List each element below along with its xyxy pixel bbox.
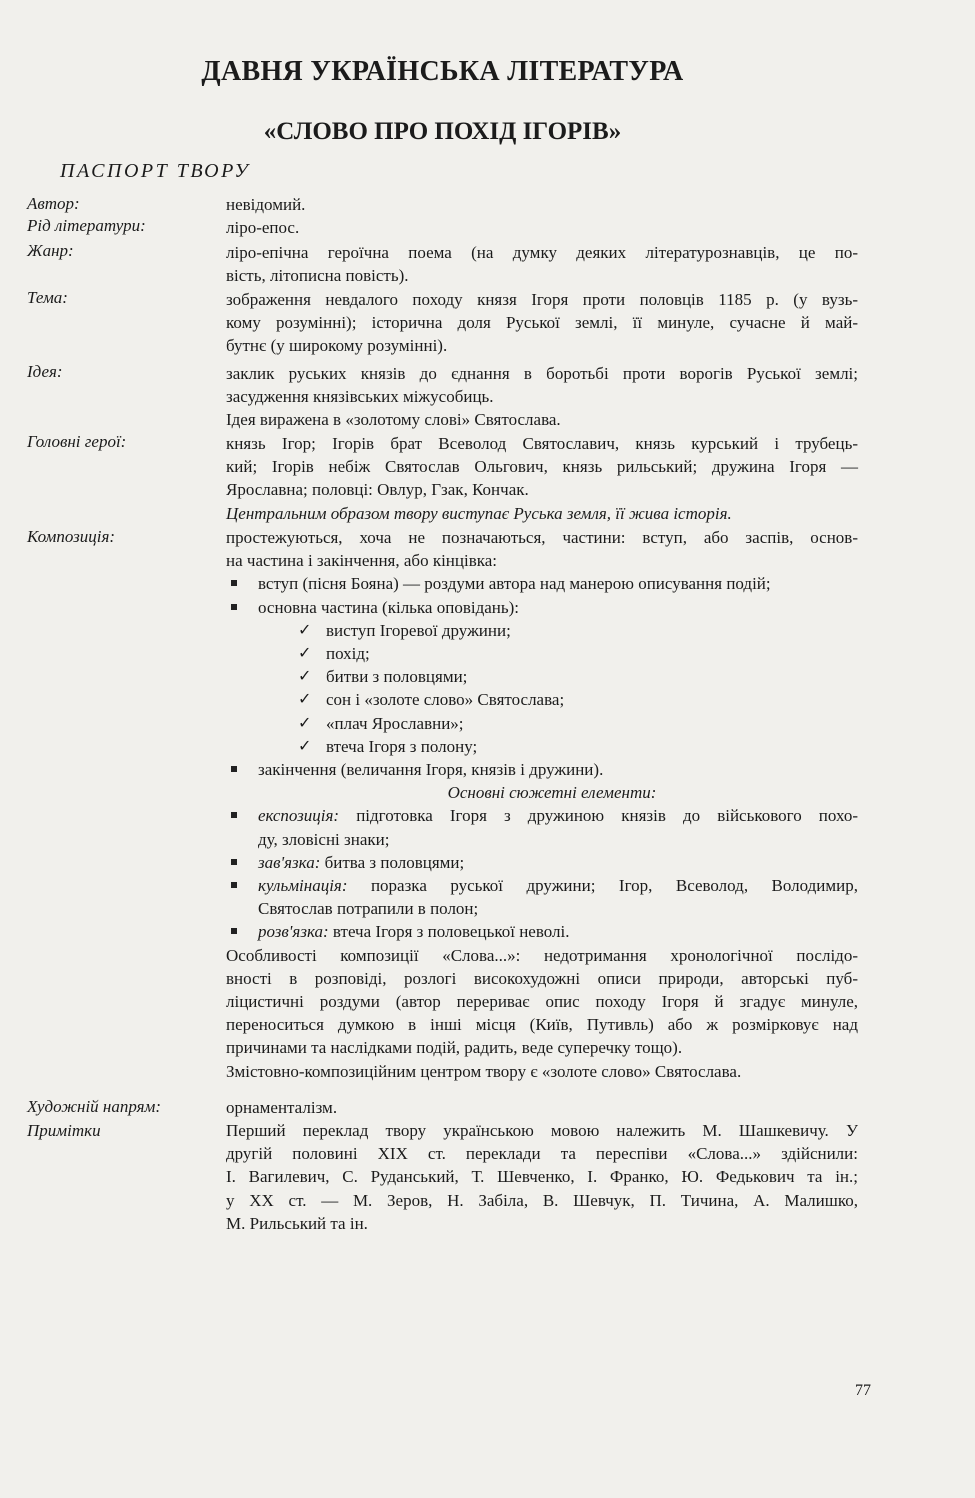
check-icon: ✓: [298, 668, 312, 686]
list-item: ✓ сон і «золоте слово» Святослава;: [296, 688, 858, 711]
composition-features: Особливості композиції «Слова...»: недотримання хронологічної послідо- вності в розповіді, розлогі високохудожні описи природи, авторські пуб- ліцистичні роздуми (автор перериває опис походу Ігоря й згадує минуле, переноситься думкою в інші місця (Київ, Путивль) або ж розмірковує над причинами та наслідками подій, радить, веде суперечку тощо). Змістовно-композиційним центром твору є «золоте слово» Святослава.: [226, 945, 858, 1081]
list-item: кульмінація: поразка руської дружини; Ігор, Всеволод, Володимир, Святослав потрапили в полон;: [226, 874, 858, 920]
label-theme: Тема:: [27, 288, 68, 307]
work-title: «СЛОВО ПРО ПОХІД ІГОРІВ»: [263, 118, 622, 145]
plot-elements-list: [226, 804, 858, 943]
composition-list: [226, 572, 858, 781]
section-heading: ПАСПОРТ ТВОРУ: [60, 160, 251, 182]
label-genre: Жанр:: [27, 241, 74, 260]
value-notes: Перший переклад твору українською мовою належить М. Шашкевичу. У другій половині XIX ст. переклади та переспіви «Слова...» здійснили: І. Вагилевич, С. Руданський, Т. Шевченко, І. Франко, Ю. Федькович та ін.; у XX ст. — М. Зеров, Н. Забіла, В. Шевчук, П. Тичина, А. Малишко, М. Рильський та ін.: [226, 1121, 858, 1233]
label-author: Автор:: [27, 194, 80, 213]
check-icon: ✓: [298, 621, 312, 639]
value-idea: заклик руських князів до єднання в боротьбі проти ворогів Руської землі; засудження князівських міжусобиць. Ідея виражена в «золотому слові» Святослава.: [226, 364, 858, 430]
label-composition: Композиція:: [27, 527, 116, 546]
list-item: ✓ «плач Ярославни»;: [296, 712, 858, 735]
value-genre: ліро-епічна героїчна поема (на думку деяких літературознавців, це по- вість, літописна повість).: [226, 243, 858, 286]
value-theme: зображення невдалого походу князя Ігоря проти половців 1185 р. (у вузь- кому розумінні); історична доля Руської землі, її минуле, сучасне й май- бутнє (у широкому розумінні).: [226, 290, 858, 356]
list-item: ✓ похід;: [296, 642, 858, 665]
list-item: основна частина (кілька оповідань): ✓ виступ Ігоревої дружини; ✓ похід; ✓ битви з половцями; ✓ сон і «золоте слово» Святослава; ✓ «плач Ярославни»; ✓ втеча Ігоря з полону;: [226, 596, 858, 758]
list-item: вступ (пісня Бояна) — роздуми автора над манерою описування подій;: [226, 572, 858, 595]
list-item: ✓ битви з половцями;: [296, 665, 858, 688]
list-item: ✓ втеча Ігоря з полону;: [296, 735, 858, 758]
list-item: зав'язка: битва з половцями;: [226, 851, 858, 874]
check-icon: ✓: [298, 691, 312, 709]
value-kind: ліро-епос.: [226, 218, 300, 237]
value-heroes: князь Ігор; Ігорів брат Всеволод Святославич, князь курський і трубець- кий; Ігорів небіж Святослав Ольгович, князь рильський; дружина Ігоря — Ярославна; половці: Овлур, Гзак, Кончак. Центральним образом твору виступає Руська земля, її жива історія.: [226, 432, 858, 525]
check-icon: ✓: [298, 714, 312, 732]
check-icon: ✓: [298, 645, 312, 663]
check-icon: ✓: [298, 737, 312, 755]
label-direction: Художній напрям:: [27, 1097, 162, 1116]
list-item: розв'язка: втеча Ігоря з половецької неволі.: [226, 920, 858, 943]
central-image-note: Центральним образом твору виступає Руська земля, її жива історія.: [226, 503, 732, 523]
label-heroes: Головні герої:: [27, 432, 127, 451]
value-composition: простежуються, хоча не позначаються, частини: вступ, або заспів, основ- на частина і закінчення, або кінцівка: вступ (пісня Бояна) — роздуми автора над манерою описування подій; основна частина (кілька оповідань): ✓ виступ Ігоревої дружини; ✓ похід; ✓ битви з половцями; ✓ сон і «золоте слово» Святослава; ✓ «плач Ярославни»; ✓ втеча Ігоря з полону; закінчення (величання Ігоря, князів і дружини). Основні сюжетні елементи: експозиція: підготовка Ігоря з дружиною князів до військового похо- ду, зловісні знаки; зав'язка: битва з половцями; кульмінація: поразка руської дружини; Ігор, Всеволод, Володимир, Святослав потрапили в полон; розв'язка: втеча Ігоря з половецької неволі. Особливості композиції «Слова...»: недотримання хронологічної послідо- вності в розповіді, розлогі високохудожні описи природи, авторські пуб- ліцистичні роздуми (автор перериває опис походу Ігоря й згадує минуле, переноситься думкою в інші місця (Київ, Путивль) або ж розмірковує над причинами та наслідками подій, радить, веде суперечку тощо). Змістовно-композиційним центром твору є «золоте слово» Святослава.: [226, 526, 858, 1083]
value-direction: орнаменталізм.: [226, 1098, 338, 1117]
plot-elements-heading: Основні сюжетні елементи:: [447, 783, 657, 803]
label-kind: Рід літератури:: [27, 216, 146, 235]
label-notes: Примітки: [27, 1121, 101, 1140]
list-item: експозиція: підготовка Ігоря з дружиною князів до військового похо- ду, зловісні знаки;: [226, 804, 858, 850]
value-author: невідомий.: [226, 195, 306, 214]
main-part-list: [258, 619, 858, 758]
page-number: 77: [855, 1382, 871, 1399]
list-item: ✓ виступ Ігоревої дружини;: [296, 619, 858, 642]
label-idea: Ідея:: [27, 362, 63, 381]
list-item: закінчення (величання Ігоря, князів і дружини).: [226, 758, 858, 781]
chapter-title: ДАВНЯ УКРАЇНСЬКА ЛІТЕРАТУРА: [201, 56, 684, 87]
